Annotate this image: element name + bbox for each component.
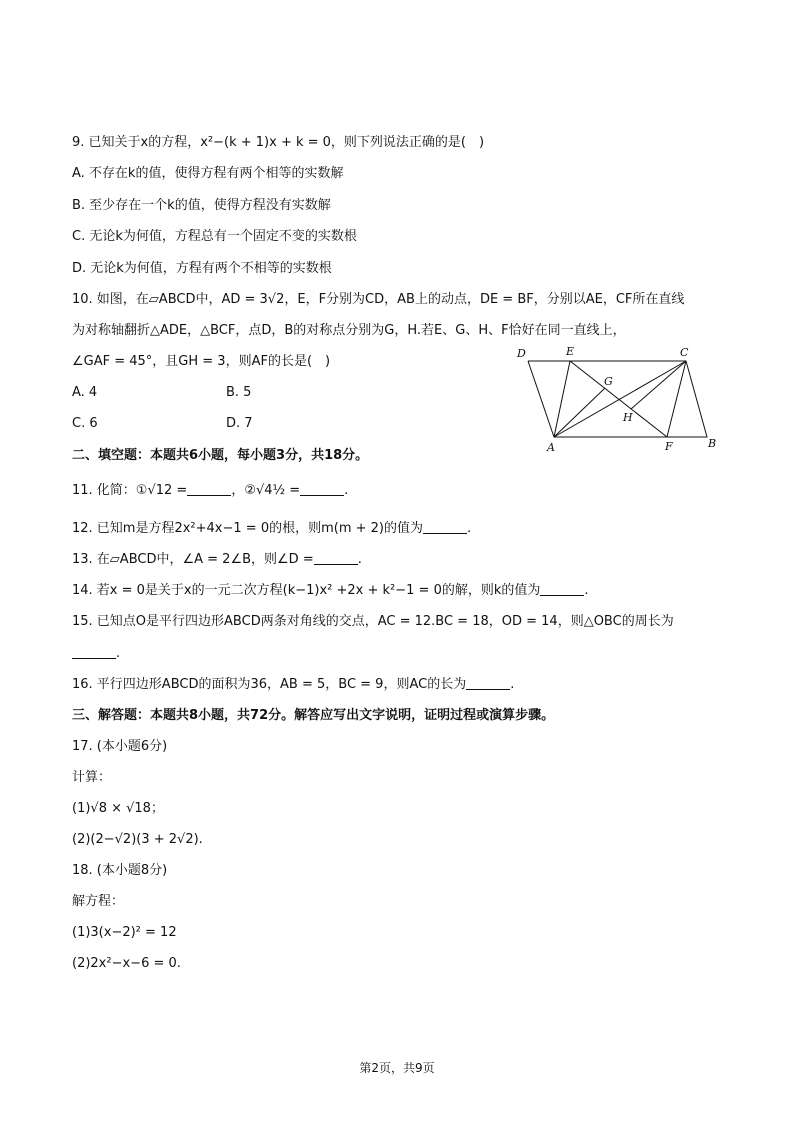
section-solve-heading: 三、解答题：本题共8小题，共72分。解答应写出文字说明，证明过程或演算步骤。 [72,708,555,723]
section-fill-in-heading: 二、填空题：本题共6小题，每小题3分，共18分。 [72,448,369,463]
q17-part-1: (1)√8 × √18； [72,801,164,816]
label-g: G [604,375,613,388]
q11-end: . [344,483,349,498]
page-footer: 第2页，共9页 [359,1061,435,1075]
q16-blank [466,677,510,690]
q11-part-a: 11. 化简：①√12 = [72,483,188,498]
q12-text: 12. 已知m是方程2x²+4x−1 = 0的根，则m(m + 2)的值为 [72,521,423,536]
q14-blank [540,583,584,596]
label-e: E [566,345,575,358]
q9-stem: 9. 已知关于x的方程，x²−(k + 1)x + k = 0，则下列说法正确的是( ) [72,135,485,150]
q18-part-1: (1)3(x−2)² = 12 [72,925,177,940]
label-b: B [708,437,717,450]
q9-option-a: A. 不存在k的值，使得方程有两个相等的实数解 [72,166,344,181]
q14-text: 14. 若x = 0是关于x的一元二次方程(k−1)x² +2x + k²−1 = 0的解，则k的值为 [72,583,541,598]
q9-option-d: D. 无论k为何值，方程有两个不相等的实数根 [72,261,332,276]
q11-blank-b [300,483,344,496]
q18-part-2: (2)2x²−x−6 = 0. [72,956,181,971]
q11-blank-a [187,483,231,496]
q15-answer [72,645,120,663]
q14-end: . [584,583,589,598]
q14 [72,582,589,600]
q9-option-c: C. 无论k为何值，方程总有一个固定不变的实数根 [72,229,357,244]
q16-text: 16. 平行四边形ABCD的面积为36，AB = 5，BC = 9，则AC的长为 [72,677,467,692]
parallelogram-outline [528,361,707,437]
label-f: F [665,440,673,453]
q9-option-b: B. 至少存在一个k的值，使得方程没有实数解 [72,198,331,213]
q15-end: . [116,646,121,661]
q10-option-b: B. 5 [226,385,252,400]
label-h: H [623,411,633,424]
label-a: A [547,441,555,454]
segment-ef [570,361,667,437]
q13-blank [314,552,358,565]
segment-ac [554,361,686,437]
q17-part-2: (2)(2−√2)(3 + 2√2). [72,832,203,847]
q13-end: . [357,552,362,567]
q11-part-b: ，②√4½ = [231,483,301,498]
q15-blank [72,646,116,659]
q10-line2: 为对称轴翻折△ADE，△BCF，点D，B的对称点分别为G，H.若E、G、H、F恰好在同一直线上， [72,323,626,338]
q18-prompt: 解方程： [72,894,125,909]
label-c: C [680,346,689,359]
q17-title: 17. (本小题6分) [72,739,168,754]
segment-ch [631,361,686,409]
parallelogram-figure [515,343,725,455]
q12-end: . [467,521,472,536]
q10-option-c: C. 6 [72,416,98,431]
q16 [72,676,514,694]
q16-end: . [510,677,515,692]
q10-option-a: A. 4 [72,385,98,400]
segment-ae [554,361,570,437]
label-d: D [517,347,526,360]
q15-text: 15. 已知点O是平行四边形ABCD两条对角线的交点，AC = 12.BC = 18，OD = 14，则△OBC的周长为 [72,614,674,629]
q12-blank [423,521,467,534]
segment-cf [667,361,686,437]
q17-prompt: 计算： [72,770,112,785]
q18-title: 18. (本小题8分) [72,863,168,878]
q10-option-d: D. 7 [226,416,253,431]
q10-line1: 10. 如图，在▱ABCD中，AD = 3√2，E，F分别为CD，AB上的动点，DE = BF，分别以AE，CF所在直线 [72,292,685,307]
q13 [72,551,362,569]
q11 [72,482,348,500]
q13-text: 13. 在▱ABCD中，∠A = 2∠B，则∠D = [72,552,314,567]
q12 [72,520,471,538]
q10-line3: ∠GAF = 45°，且GH = 3，则AF的长是( ) [72,354,331,369]
